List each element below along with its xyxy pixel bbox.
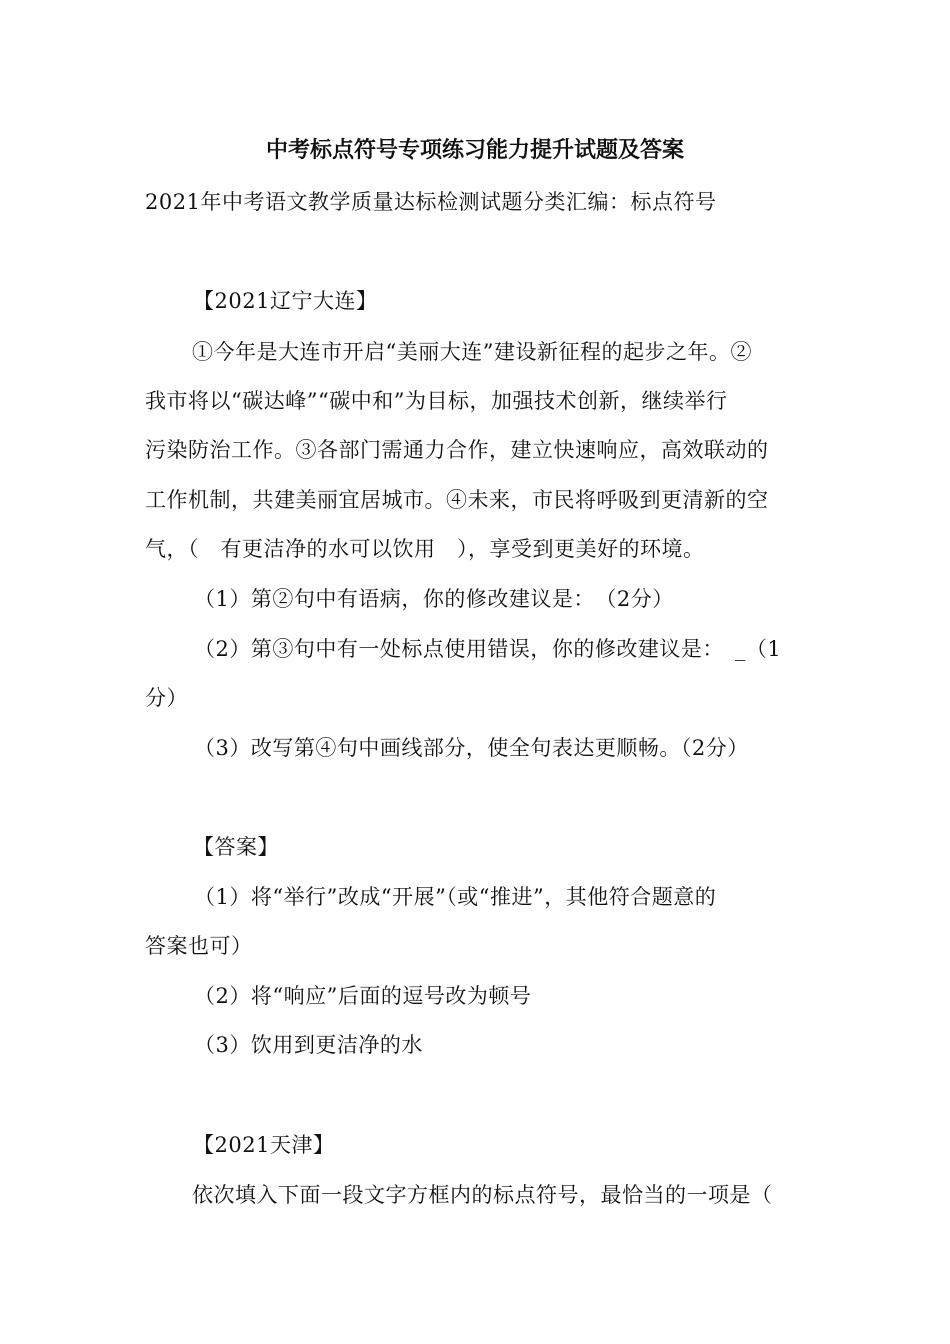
section-heading-dalian: 【2021辽宁大连】 xyxy=(193,289,378,313)
section-heading-tianjin: 【2021天津】 xyxy=(193,1133,335,1157)
question-3: （3）改写第④句中画线部分，使全句表达更顺畅。（2分） xyxy=(194,736,749,760)
passage-line-1: ①今年是大连市开启“美丽大连”建设新征程的起步之年。② xyxy=(192,340,752,364)
passage-line-5: 气，（ 有更洁净的水可以饮用 ），享受到更美好的环境。 xyxy=(145,537,705,561)
document-title: 中考标点符号专项练习能力提升试题及答案 xyxy=(265,138,684,163)
document-subtitle: 2021年中考语文教学质量达标检测试题分类汇编：标点符号 xyxy=(145,190,717,214)
answers-heading: 【答案】 xyxy=(193,835,279,859)
answer-3: （3）饮用到更洁净的水 xyxy=(194,1033,423,1057)
tianjin-question-line-1: 依次填入下面一段文字方框内的标点符号，最恰当的一项是（ xyxy=(192,1183,773,1207)
passage-line-3: 污染防治工作。③各部门需通力合作，建立快速响应，高效联动的 xyxy=(145,438,769,462)
passage-line-2: 我市将以“碳达峰”“碳中和”为目标，加强技术创新，继续举行 xyxy=(145,389,728,413)
question-2-line-2: 分） xyxy=(145,686,188,710)
answer-1-line-1: （1）将“举行”改成“开展”（或“推进”，其他符合题意的 xyxy=(194,885,717,909)
answer-1-line-2: 答案也可） xyxy=(145,934,253,958)
question-1: （1）第②句中有语病，你的修改建议是： （2分） xyxy=(194,587,674,611)
question-2-line-1: （2）第③句中有一处标点使用错误，你的修改建议是： _（1 xyxy=(194,637,782,661)
answer-2: （2）将“响应”后面的逗号改为顿号 xyxy=(194,984,532,1008)
passage-line-4: 工作机制，共建美丽宜居城市。④未来，市民将呼吸到更清新的空 xyxy=(145,488,769,512)
